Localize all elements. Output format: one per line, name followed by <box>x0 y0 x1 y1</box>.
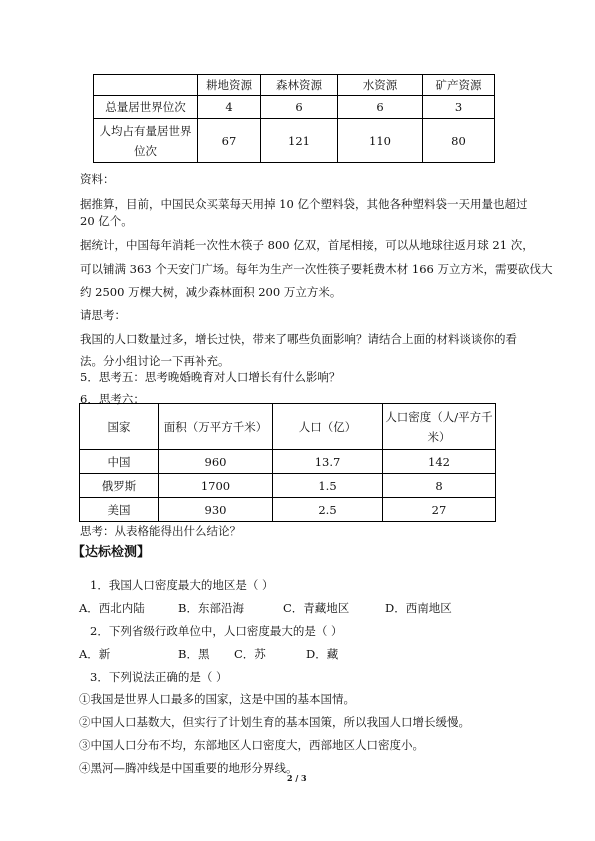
material-paragraph-2-cont: 可以铺满 363 个天安门广场。每年为生产一次性筷子要耗费木材 166 万立方米，需要砍伐大 <box>80 262 553 276</box>
quiz-statement: ②中国人口基数大，但实行了计划生育的基本国策，所以我国人口增长缓慢。 <box>79 715 470 729</box>
material-paragraph-1: 据推算，目前，中国民众买菜每天用掉 10 亿个塑料袋，其他各种塑料袋一天用量也超过 <box>80 197 528 211</box>
table-cell: 13.7 <box>273 450 383 474</box>
material-paragraph-1-cont: 20 亿个。 <box>80 214 133 228</box>
table-cell: 中国 <box>80 450 159 474</box>
table-header-cell: 耕地资源 <box>198 75 261 96</box>
question-6: 6．思考六： <box>80 392 145 406</box>
quiz-option: C．青藏地区 <box>283 601 350 615</box>
quiz-option: B．黑 <box>178 647 210 661</box>
quiz-option: A．西北内陆 <box>79 601 145 615</box>
table-cell: 2.5 <box>273 498 383 522</box>
table-cell: 人均占有量居世界位次 <box>94 119 198 163</box>
table-header-row <box>94 75 495 96</box>
material-paragraph-2: 据统计，中国每年消耗一次性木筷子 800 亿双，首尾相接，可以从地球往返月球 21 次， <box>80 238 534 252</box>
table-cell: 俄罗斯 <box>80 474 159 498</box>
resource-table <box>93 74 495 163</box>
table-header-cell <box>94 75 198 96</box>
quiz-option: D．藏 <box>306 647 339 661</box>
table-cell: 6 <box>261 96 338 119</box>
table-row <box>80 498 496 522</box>
page-number: 2 / 3 <box>287 773 307 783</box>
table-header-cell: 国家 <box>80 404 159 450</box>
material-paragraph-2-end: 约 2500 万棵大树，减少森林面积 200 万立方米。 <box>80 285 342 299</box>
table-cell: 4 <box>198 96 261 119</box>
quiz-question-1: 1．我国人口密度最大的地区是（ ） <box>90 578 274 592</box>
table-header-cell: 森林资源 <box>261 75 338 96</box>
table-cell: 960 <box>159 450 273 474</box>
quiz-option: B．东部沿海 <box>178 601 244 615</box>
section-title: 【达标检测】 <box>72 545 151 560</box>
table-header-cell: 水资源 <box>338 75 423 96</box>
table-header-cell: 人口（亿） <box>273 404 383 450</box>
table-cell: 110 <box>338 119 423 163</box>
quiz-option: A．新 <box>79 647 111 661</box>
table-header-row <box>80 404 496 450</box>
table-header-cell: 矿产资源 <box>423 75 495 96</box>
table-cell: 美国 <box>80 498 159 522</box>
table-row <box>94 119 495 163</box>
table-cell: 142 <box>383 450 496 474</box>
table-cell: 总量居世界位次 <box>94 96 198 119</box>
quiz-statement: ④黑河—腾冲线是中国重要的地形分界线。 <box>79 761 298 775</box>
table-row <box>94 96 495 119</box>
table-header-cell: 面积（万平方千米） <box>159 404 273 450</box>
table-cell: 930 <box>159 498 273 522</box>
question-5: 5．思考五：思考晚婚晚育对人口增长有什么影响？ <box>80 370 341 384</box>
table-cell: 6 <box>338 96 423 119</box>
quiz-question-2: 2．下列省级行政单位中，人口密度最大的是（ ） <box>90 624 343 638</box>
table-cell: 3 <box>423 96 495 119</box>
population-table <box>79 403 496 522</box>
quiz-option: D．西南地区 <box>385 601 452 615</box>
think-paragraph-cont: 法。分小组讨论一下再补充。 <box>80 354 230 368</box>
think-paragraph: 我国的人口数量过多，增长过快，带来了哪些负面影响？请结合上面的材料谈谈你的看 <box>80 332 517 346</box>
table-cell: 121 <box>261 119 338 163</box>
table-cell: 80 <box>423 119 495 163</box>
table-cell: 27 <box>383 498 496 522</box>
table-cell: 8 <box>383 474 496 498</box>
material-label: 资料： <box>80 172 115 186</box>
quiz-question-3: 3．下列说法正确的是（ ） <box>90 670 228 684</box>
conclusion-question: 思考：从表格能得出什么结论？ <box>80 524 241 538</box>
table-row <box>80 450 496 474</box>
table-header-cell: 人口密度（人/平方千米） <box>383 404 496 450</box>
table-cell: 1700 <box>159 474 273 498</box>
think-label: 请思考： <box>80 308 126 322</box>
quiz-option: C．苏 <box>234 647 266 661</box>
table-cell: 1.5 <box>273 474 383 498</box>
quiz-statement: ①我国是世界人口最多的国家，这是中国的基本国情。 <box>79 692 355 706</box>
quiz-statement: ③中国人口分布不均，东部地区人口密度大，西部地区人口密度小。 <box>79 738 424 752</box>
table-cell: 67 <box>198 119 261 163</box>
table-row <box>80 474 496 498</box>
